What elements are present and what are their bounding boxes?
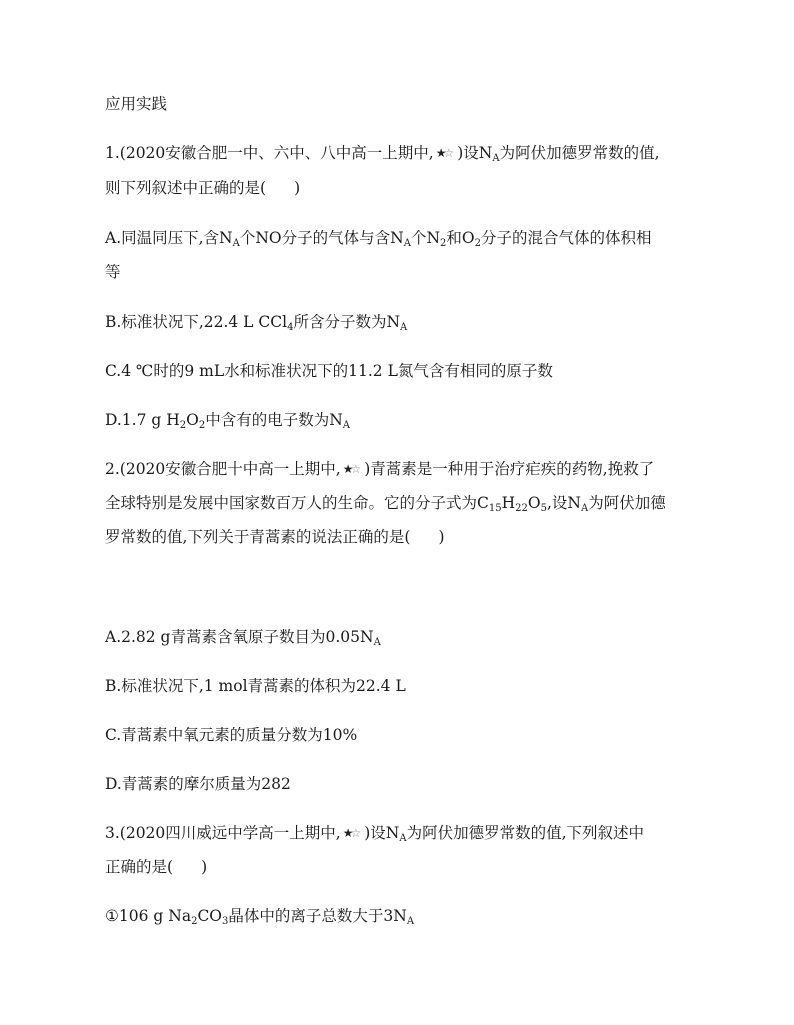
q2-option-c: C.青蒿素中氧元素的质量分数为10%	[105, 726, 358, 744]
q2-option-b: B.标准状况下,1 mol青蒿素的体积为22.4 L	[105, 677, 406, 695]
q2-option-d: D.青蒿素的摩尔质量为282	[105, 775, 291, 793]
q3-stem-line2: 正确的是( )	[105, 858, 208, 876]
q2-stem-line1: 2.(2020安徽合肥十中高一上期中, ★☆ )青蒿素是一种用于治疗疟疾的药物,挽救了	[105, 460, 655, 478]
q1-option-b: B.标准状况下,22.4 L CCl$_4$所含分子数为$N_A$	[105, 313, 408, 333]
q2-stem-line3: 罗常数的值,下列关于青蒿素的说法正确的是( )	[105, 528, 445, 546]
q3-stem-line1: 3.(2020四川威远中学高一上期中, ★☆ )设$N_A$为阿伏加德罗常数的值,下列叙述中	[105, 824, 645, 844]
q2-stem-line2: 全球特别是发展中国家数百万人的生命。它的分子式为$C_{15}H_{22}O_5$,设$N_A$为阿伏加德	[105, 494, 666, 514]
q1-stem-line1: 1.(2020安徽合肥一中、六中、八中高一上期中, ★☆ )设$N_A$为阿伏加德罗常数的值,	[105, 144, 660, 164]
q1-option-a-cont: 等	[105, 263, 121, 281]
q1-stem-line2: 则下列叙述中正确的是( )	[105, 179, 301, 197]
q1-option-a: A.同温同压下,含$N_A$个NO分子的气体与含$N_A$个$N_2$和$O_2$分子的混合气体的体积相	[105, 229, 652, 249]
q2-option-a: A.2.82 g青蒿素含氧原子数目为$0.05N_A$	[105, 628, 381, 648]
q1-option-d: D.1.7 g $H_2O_2$中含有的电子数为$N_A$	[105, 411, 351, 431]
difficulty-stars-icon: ★☆	[435, 146, 452, 160]
difficulty-stars-icon: ★☆	[342, 462, 359, 476]
difficulty-stars-icon: ★☆	[342, 826, 359, 840]
q1-stem-text: 1.(2020安徽合肥一中、六中、八中高一上期中,	[105, 144, 434, 162]
q3-item-1: ①106 g $Na_2CO_3$晶体中的离子总数大于$3N_A$	[105, 907, 415, 927]
q1-option-c: C.4 ℃时的9 mL水和标准状况下的11.2 L氮气含有相同的原子数	[105, 362, 553, 380]
section-title: 应用实践	[105, 95, 168, 113]
